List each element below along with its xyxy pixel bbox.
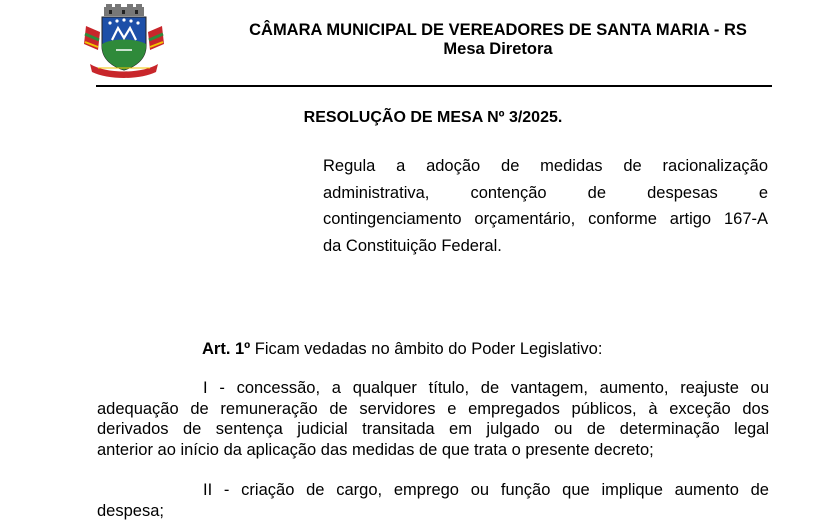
resolution-title: RESOLUÇÃO DE MESA Nº 3/2025. — [0, 109, 840, 127]
ementa-line: contingenciamento orçamentário, conforme artigo 167-A — [323, 206, 768, 233]
item-2-line: despesa; — [97, 501, 769, 521]
item-1-paragraph — [97, 378, 769, 460]
item-2-line: II - criação de cargo, emprego ou função que implique aumento de — [97, 480, 769, 501]
institution-header — [190, 21, 806, 59]
right-flags-icon — [148, 26, 164, 50]
article-label: Art. 1º — [202, 340, 250, 358]
item-2-paragraph — [97, 480, 769, 521]
ementa-line: administrativa, contenção de despesas e — [323, 180, 768, 207]
header-divider — [96, 85, 772, 87]
item-1-line: I - concessão, a qualquer título, de vantagem, aumento, reajuste ou — [97, 378, 769, 399]
mural-crown-icon — [104, 4, 144, 16]
article-text: Ficam vedadas no âmbito do Poder Legislativo: — [255, 340, 603, 358]
ementa-line: da Constituição Federal. — [323, 233, 768, 260]
item-1-line: adequação de remuneração de servidores e empregados públicos, à exceção dos — [97, 399, 769, 420]
department-name: Mesa Diretora — [190, 40, 806, 59]
left-flags-icon — [84, 26, 100, 50]
ementa-block — [323, 153, 768, 259]
shield-icon — [102, 17, 146, 70]
item-1-line: anterior ao início da aplicação das medidas de que trata o presente decreto; — [97, 440, 769, 461]
institution-name: CÂMARA MUNICIPAL DE VEREADORES DE SANTA MARIA - RS — [190, 21, 806, 40]
item-1-line: derivados de sentença judicial transitada em julgado ou de determinação legal — [97, 419, 769, 440]
article-1-heading — [202, 340, 602, 359]
ementa-line: Regula a adoção de medidas de racionalização — [323, 153, 768, 180]
municipal-coat-of-arms — [82, 4, 166, 78]
